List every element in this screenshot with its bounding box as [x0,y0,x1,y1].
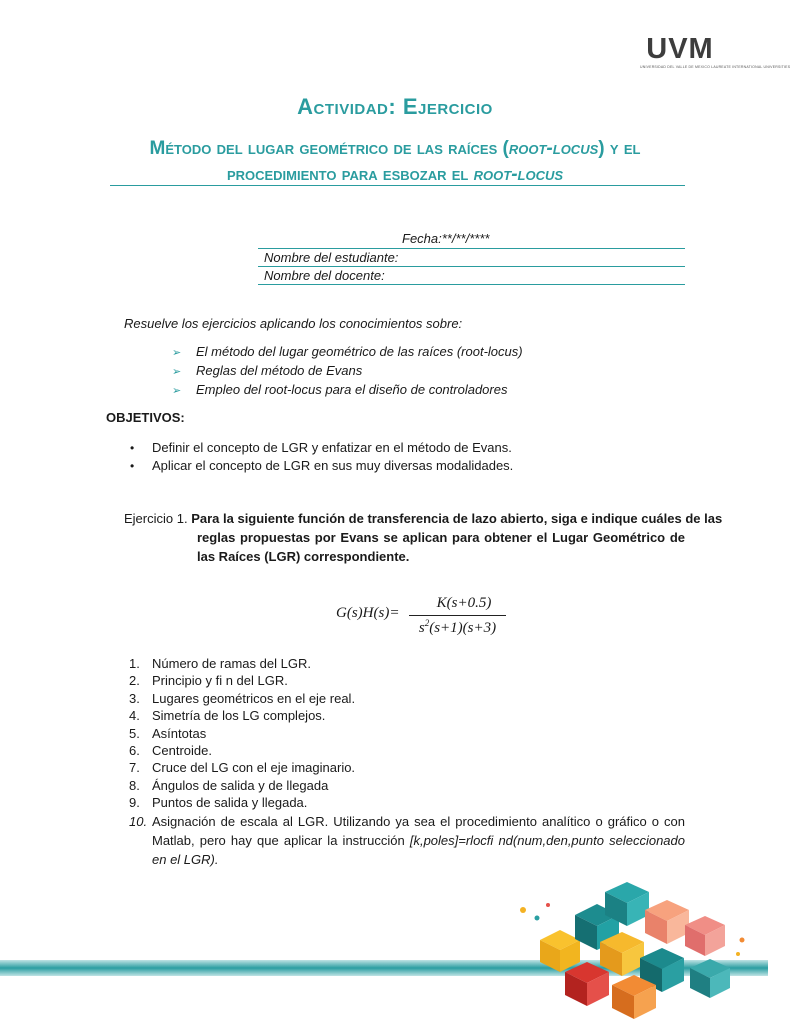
rule-text: Número de ramas del LGR. [152,656,311,671]
objective-text: Definir el concepto de LGR y enfatizar en el método de Evans. [152,440,512,455]
teacher-name-field[interactable]: Nombre del docente: [264,268,385,283]
arrow-bullet-icon: ➢ [172,385,182,397]
rule-text [152,812,685,869]
list-item [129,759,355,776]
list-item [129,655,355,672]
formula-numerator: K(s+0.5) [436,595,492,611]
subtitle-text-2: ) y el procedimiento para esbozar el [226,138,641,185]
den-rest: (s+1)(s+3) [429,620,497,636]
decorative-footer-graphic [0,880,768,1024]
dot-decoration [535,916,540,921]
arrow-bullet-icon: ➢ [172,366,182,378]
dot-decoration [520,907,526,913]
topic-text: Empleo del root-locus para el diseño de controladores [196,382,508,397]
rule-text: Ángulos de salida y de llegada [152,777,329,793]
rule-number: 10. [129,814,148,829]
bullet-icon: • [130,441,135,455]
list-item [129,725,355,742]
rule-text: Lugares geométricos en el eje real. [152,690,356,706]
intro-text: Resuelve los ejercicios aplicando los conocimientos sobre: [124,316,463,331]
page-subtitle [110,136,680,188]
cubes-graphic [540,882,730,1019]
list-item [129,672,355,689]
transfer-function [336,593,506,641]
list-item [129,812,685,867]
list-item [129,777,355,794]
title-divider [110,185,685,186]
topic-text: Reglas del método de Evans [196,363,363,378]
list-item [129,690,355,707]
subtitle-italic-1: root-locus [508,138,599,159]
rule-text: Asíntotas [152,725,207,741]
subtitle-text-1: Método del lugar geométrico de las raíces ( [149,138,509,159]
list-item [129,742,355,759]
logo-tagline: UNIVERSIDAD DEL VALLE DE MEXICO LAUREATE INTERNATIONAL UNIVERSITIES [640,65,790,69]
rule-text: Puntos de salida y llegada. [152,795,308,811]
uvm-logo [640,33,790,69]
topics-list [172,342,523,399]
logo-wordmark: UVM [646,33,714,65]
exercise-label: Ejercicio 1. [124,511,188,526]
student-name-field[interactable]: Nombre del estudiante: [264,250,399,265]
date-underline [258,248,685,249]
subtitle-italic-2: root-locus [473,164,564,185]
rule-number: 1. [129,656,140,671]
date-field[interactable]: Fecha:**/**/**** [402,231,490,246]
list-item [129,707,355,724]
exercise-text-line1: Para la siguiente función de transferencia de lazo abierto, siga e indique cuáles de las [191,511,723,526]
dot-decoration [546,903,550,907]
rule-number: 8. [129,777,140,793]
rule-text: Simetría de los LG complejos. [152,708,326,724]
rule10-code: [k,poles]=rlocfi nd(num,den,punto seleccionado en el LGR). [152,833,685,867]
exercise-statement [124,509,723,566]
arrow-bullet-icon: ➢ [172,347,182,359]
rule10-text: Asignación de escala al LGR. Utilizando ya sea el procedimiento analítico o gráfico o con Matlab, pero hay que aplicar la instrucción [152,814,685,848]
rule-number: 6. [129,742,140,758]
fraction-bar [409,615,506,616]
den-base: s [418,620,425,636]
rule-text: Centroide. [152,742,212,758]
rule-number: 2. [129,673,140,689]
dot-decoration [740,938,745,943]
den-exponent: 2 [424,618,430,628]
bullet-icon: • [130,459,135,473]
dot-decoration [736,952,740,956]
topic-text: El método del lugar geométrico de las raíces (root-locus) [196,344,523,359]
objectives-heading: OBJETIVOS: [106,410,185,425]
list-item [130,457,513,475]
page-title: Actividad: Ejercicio [297,94,493,119]
rule-number: 9. [129,795,140,811]
objective-text: Aplicar el concepto de LGR en sus muy diversas modalidades. [152,458,514,473]
objectives-list [130,439,513,475]
rule-text: Cruce del LG con el eje imaginario. [152,760,356,776]
rule-text: Principio y fi n del LGR. [152,673,288,689]
exercise-text-rest: reglas propuestas por Evans se aplican para obtener el Lugar Geométrico de las Raíces (LGR) correspondiente. [197,530,685,564]
rule-number: 5. [129,725,140,741]
rule-number: 7. [129,760,140,776]
list-item [172,342,523,361]
rule-number: 4. [129,708,140,724]
list-item [172,361,523,380]
teacher-underline [258,284,685,285]
formula-lhs: G(s)H(s)= [336,605,400,621]
formula-denominator [409,618,506,637]
list-item [130,439,513,457]
list-item [172,380,523,399]
rules-list [129,655,355,812]
list-item [129,794,355,811]
student-underline [258,266,685,267]
rule-number: 3. [129,690,140,706]
